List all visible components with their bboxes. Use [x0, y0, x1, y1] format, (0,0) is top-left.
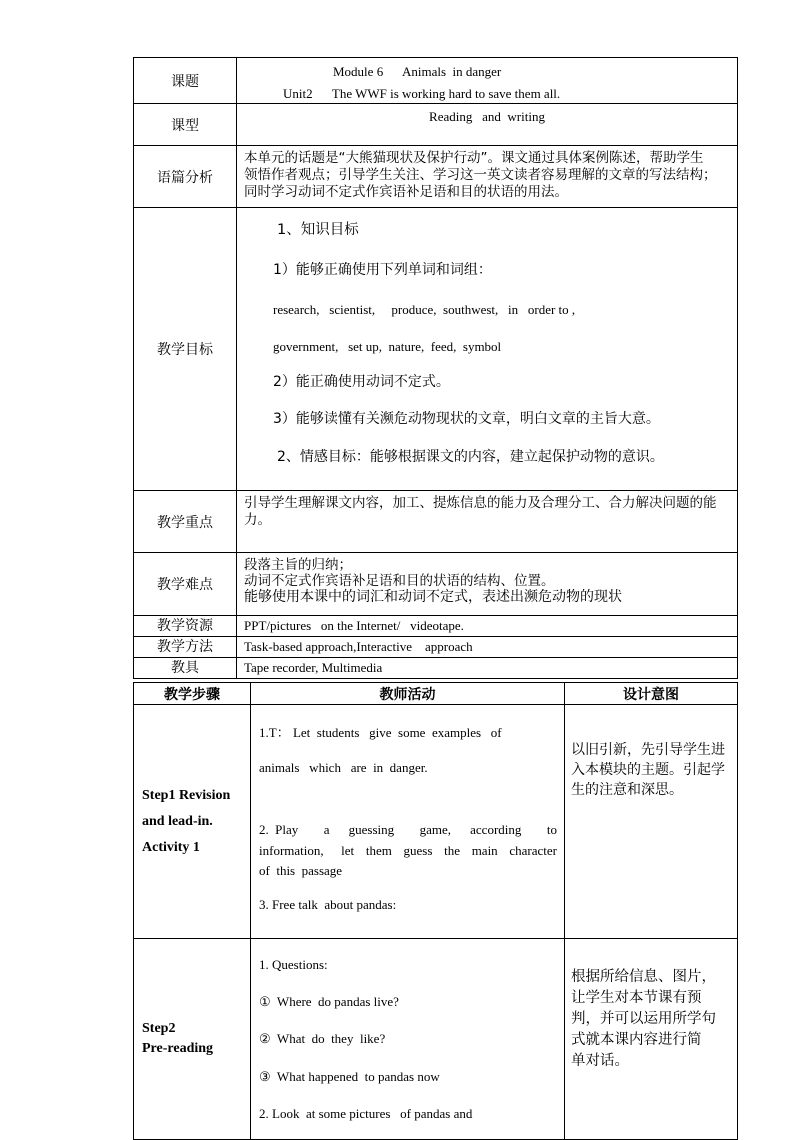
- step2-purpose-line: 单对话。: [571, 1053, 629, 1069]
- difficulties-text: [237, 553, 738, 616]
- step1-name-line: Step1 Revision: [142, 787, 231, 803]
- step1-name: [134, 705, 251, 939]
- teaching-steps-table: [133, 682, 738, 1140]
- objectives-row: [134, 208, 738, 491]
- step2-questions-title: 1. Questions:: [259, 957, 328, 972]
- step2-purpose: [565, 939, 738, 1140]
- step1-purpose-line: 入本模块的主题。引起学: [571, 762, 725, 778]
- step1-activity-2-line: information, let them guess the main character: [259, 843, 557, 858]
- tools-label: 教具: [134, 658, 237, 679]
- tools-value: Tape recorder, Multimedia: [237, 658, 738, 679]
- step2-question: ③ What happened to pandas now: [259, 1069, 440, 1084]
- topic-row: [134, 58, 738, 104]
- topic-value: [237, 58, 738, 104]
- knowledge-objective-title: 1、知识目标: [277, 222, 359, 238]
- module-title: Module 6 Animals in danger: [333, 64, 502, 79]
- step1-name-line: and lead-in.: [142, 813, 213, 829]
- step1-activity-3: 3. Free talk about pandas:: [259, 897, 397, 912]
- difficulty-line: 段落主旨的归纳；: [244, 557, 352, 573]
- step1-activity-2-line: 2. Play a guessing game, according to: [259, 822, 557, 837]
- step2-question: ① Where do pandas live?: [259, 994, 399, 1009]
- analysis-line: 同时学习动词不定式作宾语补足语和目的状语的用法。: [244, 184, 568, 200]
- header-teacher-activity: 教师活动: [251, 683, 565, 705]
- key-points-line: 引导学生理解课文内容，加工、提炼信息的能力及合理分工、合力解决问题的能: [244, 495, 717, 511]
- step1-purpose: [565, 705, 738, 939]
- lesson-info-table: [133, 57, 738, 679]
- emotion-objective: 2、情感目标：能够根据课文的内容，建立起保护动物的意识。: [277, 449, 664, 465]
- knowledge-item-2: 2）能正确使用动词不定式。: [273, 374, 450, 390]
- key-points-line: 力。: [244, 512, 271, 528]
- step2-name-line: Pre-reading: [142, 1041, 214, 1056]
- topic-label: 课题: [134, 58, 237, 104]
- step2-activity-2: 2. Look at some pictures of pandas and: [259, 1106, 473, 1121]
- type-label: 课型: [134, 104, 237, 146]
- step1-row: [134, 705, 738, 939]
- type-value: Reading and writing: [237, 104, 738, 146]
- resources-row: [134, 616, 738, 637]
- difficulties-row: [134, 553, 738, 616]
- difficulty-line: 动词不定式作宾语补足语和目的状语的结构、位置。: [244, 573, 555, 589]
- methods-label: 教学方法: [134, 637, 237, 658]
- step1-name-line: Activity 1: [142, 839, 200, 855]
- difficulty-line: 能够使用本课中的词汇和动词不定式，表述出濒危动物的现状: [244, 589, 622, 605]
- step2-question: ② What do they like?: [259, 1031, 386, 1046]
- step1-activity-1-line: 1.T： Let students give some examples of: [259, 725, 502, 740]
- key-points-label: 教学重点: [134, 491, 237, 553]
- type-row: [134, 104, 738, 146]
- analysis-text: [237, 146, 738, 208]
- step2-purpose-line: 根据所给信息、图片，: [571, 969, 716, 985]
- key-points-row: [134, 491, 738, 553]
- resources-value: PPT/pictures on the Internet/ videotape.: [237, 616, 738, 637]
- resources-label: 教学资源: [134, 616, 237, 637]
- step2-name-line: Step2: [142, 1021, 176, 1036]
- objectives-label: 教学目标: [134, 208, 237, 491]
- step2-purpose-line: 让学生对本节课有预: [571, 990, 702, 1006]
- key-points-text: [237, 491, 738, 553]
- step1-purpose-line: 生的注意和深思。: [571, 782, 683, 798]
- step1-purpose-line: 以旧引新，先引导学生进: [571, 742, 725, 758]
- analysis-row: [134, 146, 738, 208]
- step2-purpose-line: 式就本课内容进行简: [571, 1032, 702, 1048]
- analysis-line: 领悟作者观点；引导学生关注、学习这一英文读者容易理解的文章的写法结构；: [244, 167, 717, 183]
- header-design-purpose: 设计意图: [565, 683, 738, 705]
- step1-activities: [251, 705, 565, 939]
- methods-value: Task-based approach,Interactive approach: [237, 637, 738, 658]
- step2-row: [134, 939, 738, 1140]
- methods-row: [134, 637, 738, 658]
- vocabulary-line-1: research, scientist, produce, southwest, in order to ,: [273, 302, 576, 317]
- unit-title: Unit2 The WWF is working hard to save them all.: [283, 86, 561, 101]
- difficulties-label: 教学难点: [134, 553, 237, 616]
- header-steps: 教学步骤: [134, 683, 251, 705]
- analysis-label: 语篇分析: [134, 146, 237, 208]
- knowledge-item-1: 1）能够正确使用下列单词和词组：: [273, 262, 492, 278]
- step2-purpose-line: 判，并可以运用所学句: [571, 1011, 716, 1027]
- vocabulary-line-2: government, set up, nature, feed, symbol: [273, 339, 502, 354]
- analysis-line: 本单元的话题是“大熊猫现状及保护行动”。课文通过具体案例陈述，帮助学生: [244, 150, 704, 166]
- step1-activity-2-line: of this passage: [259, 863, 343, 878]
- knowledge-item-3: 3）能够读懂有关濒危动物现状的文章，明白文章的主旨大意。: [273, 411, 660, 427]
- steps-header-row: [134, 683, 738, 705]
- tools-row: [134, 658, 738, 679]
- step2-activities: [251, 939, 565, 1140]
- step1-activity-1-line: animals which are in danger.: [259, 760, 428, 775]
- objectives-content: [237, 208, 738, 491]
- step2-name: [134, 939, 251, 1140]
